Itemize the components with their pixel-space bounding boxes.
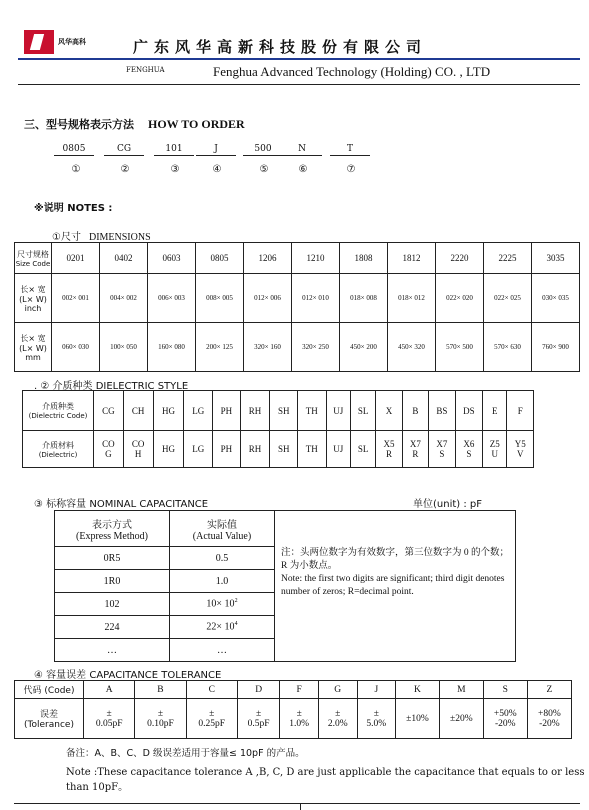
table-row (55, 511, 516, 547)
dielectric-table (22, 390, 534, 468)
inch-value: 012× 006 (244, 274, 292, 323)
express-code: 102 (55, 593, 170, 616)
mm-value: 570× 500 (436, 323, 484, 372)
row-header-line: (Dielectric Code) (28, 412, 88, 420)
size-code: 1206 (244, 243, 292, 274)
dielectric-material: TH (297, 431, 326, 468)
code-part: N (282, 143, 322, 156)
tolerance-value: ± 0.10pF (135, 699, 186, 739)
dielectric-material: X7 S (429, 431, 455, 468)
notes-label: ※说明 NOTES : (34, 203, 113, 214)
dielectric-code: UJ (326, 391, 350, 431)
row-header (23, 431, 94, 468)
tolerance-code: Z (527, 681, 571, 699)
inch-value: 012× 010 (292, 274, 340, 323)
size-code: 1808 (340, 243, 388, 274)
express-code: 224 (55, 616, 170, 639)
code-part-number: ⑤ (259, 164, 269, 175)
dielectric-code: SL (350, 391, 375, 431)
dielectric-material: Y5 V (507, 431, 534, 468)
size-code: 1210 (292, 243, 340, 274)
row-header-line: inch (24, 303, 42, 313)
row-header-line: (L× W) (19, 294, 47, 304)
code-part-number: ③ (170, 164, 180, 175)
dielectric-code: X (376, 391, 402, 431)
row-header-line: (L× W) (19, 343, 47, 353)
mm-value: 320× 160 (244, 323, 292, 372)
mm-value: 160× 080 (148, 323, 196, 372)
inch-value: 008× 005 (196, 274, 244, 323)
row-header (15, 323, 52, 372)
header-rule (18, 58, 580, 60)
code-part: 500 (243, 143, 283, 156)
mm-value: 100× 050 (100, 323, 148, 372)
code-part-number: ② (120, 164, 130, 175)
dielectric-code: PH (213, 391, 241, 431)
tolerance-code: G (318, 681, 357, 699)
mm-value: 320× 250 (292, 323, 340, 372)
section-title-cn: 三、型号规格表示方法 (24, 118, 134, 131)
capacitance-unit: 单位(unit) : pF (413, 499, 483, 510)
tolerance-value: ± 0.5pF (237, 699, 280, 739)
code-part: J (196, 143, 236, 156)
mm-value: 570× 630 (484, 323, 532, 372)
column-header-cn: 表示方式 (92, 519, 132, 531)
dielectric-code: LG (184, 391, 213, 431)
size-code: 0201 (52, 243, 100, 274)
inch-value: 030× 035 (532, 274, 580, 323)
tolerance-code: C (186, 681, 237, 699)
capacitance-table (54, 510, 516, 662)
row-header (15, 274, 52, 323)
express-code: 1R0 (55, 570, 170, 593)
mm-value: 450× 200 (340, 323, 388, 372)
tolerance-value: ± 1.0% (280, 699, 319, 739)
tolerance-value: +80% -20% (527, 699, 571, 739)
mm-value: 060× 030 (52, 323, 100, 372)
dielectric-code: HG (153, 391, 184, 431)
row-header-line: 误差 (39, 710, 58, 720)
code-part-number: ④ (212, 164, 222, 175)
dielectric-material: UJ (326, 431, 350, 468)
row-header-line: (Dielectric) (38, 450, 78, 459)
dielectric-material: HG (153, 431, 184, 468)
row-header-line: 介质材料 (42, 440, 74, 450)
dielectric-code: RH (240, 391, 270, 431)
header-underline (18, 84, 580, 85)
row-header-line: (Tolerance) (24, 720, 74, 730)
size-code: 2225 (484, 243, 532, 274)
footer-divider (300, 803, 301, 810)
actual-value: $22\times 10^4$ (170, 616, 275, 639)
dielectric-material: LG (184, 431, 213, 468)
dielectric-code: DS (455, 391, 483, 431)
tolerance-code: S (483, 681, 527, 699)
size-code: 0603 (148, 243, 196, 274)
actual-value: … (170, 639, 275, 662)
row-header (15, 243, 52, 274)
tolerance-title-en: CAPACITANCE TOLERANCE (89, 670, 222, 681)
dimensions-title (52, 228, 151, 243)
express-code: 0R5 (55, 547, 170, 570)
column-header-en: (Actual Value) (192, 530, 252, 542)
footer-rule (14, 803, 580, 804)
column-header-cn: 实际值 (207, 519, 237, 531)
tolerance-code: J (357, 681, 396, 699)
size-code: 0402 (100, 243, 148, 274)
tolerance-value: ± 0.05pF (84, 699, 135, 739)
column-header (170, 511, 275, 547)
size-code: 2220 (436, 243, 484, 274)
dielectric-material: SH (270, 431, 298, 468)
capacitance-title-prefix: ③ (34, 499, 43, 510)
code-part: 101 (154, 143, 194, 156)
actual-value: $10\times 10^2$ (170, 593, 275, 616)
table-row (15, 274, 580, 323)
code-part: T (330, 143, 370, 156)
dielectric-code: TH (297, 391, 326, 431)
dimensions-table (14, 242, 580, 372)
dimensions-title-en: DIMENSIONS (88, 232, 151, 243)
row-header-line: 长× 宽 (20, 284, 46, 294)
row-header (15, 699, 84, 739)
dielectric-material: X7 R (402, 431, 428, 468)
dimensions-title-cn: ①尺寸 (52, 232, 81, 243)
table-row (15, 243, 580, 274)
actual-value: 1.0 (170, 570, 275, 593)
section-title (24, 116, 245, 132)
tolerance-code: F (280, 681, 319, 699)
footnote-en: Note :These capacitance tolerance A ,B, C, D are just applicable the capacitance that equals to or less than 10pF。 (66, 767, 585, 793)
inch-value: 018× 012 (388, 274, 436, 323)
company-logo (24, 30, 54, 54)
note-en: Note: the first two digits are significant; third digit denotes number of zeros; R=decimal point. (281, 574, 505, 597)
table-row (15, 681, 572, 699)
dielectric-material: SL (350, 431, 375, 468)
code-part-number: ① (71, 164, 81, 175)
tolerance-code: D (237, 681, 280, 699)
table-row (15, 323, 580, 372)
inch-value: 002× 001 (52, 274, 100, 323)
dielectric-code: CG (94, 391, 124, 431)
row-header-cn: 尺寸规格 (17, 249, 49, 259)
tolerance-code: K (396, 681, 440, 699)
capacitance-title-en: NOMINAL CAPACITANCE (89, 499, 209, 510)
size-code: 0805 (196, 243, 244, 274)
tolerance-value: +50% -20% (483, 699, 527, 739)
company-name-en: Fenghua Advanced Technology (Holding) CO. , LTD (213, 64, 491, 79)
row-header-en: Size Code (15, 259, 51, 268)
dielectric-code: BS (429, 391, 455, 431)
company-name-cn: 广东风华高新科技股份有限公司 (133, 38, 428, 56)
inch-value: 022× 020 (436, 274, 484, 323)
capacitance-title-cn: 标称容量 (46, 499, 87, 510)
row-header-line: 介质种类 (42, 402, 74, 411)
dielectric-title-prefix: . ② (34, 381, 50, 392)
dielectric-code: B (402, 391, 428, 431)
tolerance-code: B (135, 681, 186, 699)
tolerance-code: A (84, 681, 135, 699)
column-header (55, 511, 170, 547)
row-header (23, 391, 94, 431)
note-cn: 注：头两位数字为有效数字，第三位数字为 0 的个数；R 为小数点。 (281, 548, 510, 571)
dielectric-material: X5 R (376, 431, 402, 468)
mm-value: 760× 900 (532, 323, 580, 372)
actual-value: 0.5 (170, 547, 275, 570)
tolerance-value: ± 0.25pF (186, 699, 237, 739)
section-title-en: HOW TO ORDER (148, 117, 245, 131)
tolerance-value: ±20% (439, 699, 483, 739)
dielectric-material: Z5 U (483, 431, 507, 468)
dielectric-title-en: DIELECTRIC STYLE (95, 381, 189, 392)
row-header-line: 长× 宽 (20, 333, 46, 343)
mm-value: 200× 125 (196, 323, 244, 372)
dielectric-material: CO H (123, 431, 153, 468)
dielectric-code: CH (123, 391, 153, 431)
inch-value: 022× 025 (484, 274, 532, 323)
tolerance-value: ±10% (396, 699, 440, 739)
tolerance-title-prefix: ④ (34, 670, 43, 681)
table-row (15, 699, 572, 739)
mm-value: 450× 320 (388, 323, 436, 372)
dielectric-code: SH (270, 391, 298, 431)
code-part: CG (104, 143, 144, 156)
row-header: 代码 (Code) (15, 681, 84, 699)
express-code: … (55, 639, 170, 662)
tolerance-title (34, 666, 221, 681)
tolerance-table (14, 680, 572, 739)
dielectric-material: PH (213, 431, 241, 468)
table-row (23, 431, 534, 468)
tolerance-code: M (439, 681, 483, 699)
brand-small: FENGHUA (126, 66, 165, 74)
dielectric-title-cn: 介质种类 (52, 381, 93, 392)
row-header-line: mm (25, 352, 41, 362)
size-code: 1812 (388, 243, 436, 274)
tolerance-title-cn: 容量误差 (46, 670, 87, 681)
capacitance-title (34, 495, 208, 510)
logo-text: 风华高科 (58, 38, 86, 46)
dielectric-material: RH (240, 431, 270, 468)
dielectric-material: CO G (94, 431, 124, 468)
size-code: 3035 (532, 243, 580, 274)
code-part: 0805 (54, 143, 94, 156)
code-part-number: ⑦ (346, 164, 356, 175)
code-part-number: ⑥ (298, 164, 308, 175)
footnote-cn: 备注：A、B、C、D 级误差适用于容量≤ 10pF 的产品。 (66, 748, 305, 759)
dielectric-code: E (483, 391, 507, 431)
capacitance-note (275, 511, 516, 662)
table-row (23, 391, 534, 431)
dielectric-code: F (507, 391, 534, 431)
tolerance-value: ± 2.0% (318, 699, 357, 739)
tolerance-value: ± 5.0% (357, 699, 396, 739)
inch-value: 006× 003 (148, 274, 196, 323)
inch-value: 004× 002 (100, 274, 148, 323)
column-header-en: (Express Method) (76, 530, 148, 542)
dielectric-material: X6 S (455, 431, 483, 468)
inch-value: 018× 008 (340, 274, 388, 323)
